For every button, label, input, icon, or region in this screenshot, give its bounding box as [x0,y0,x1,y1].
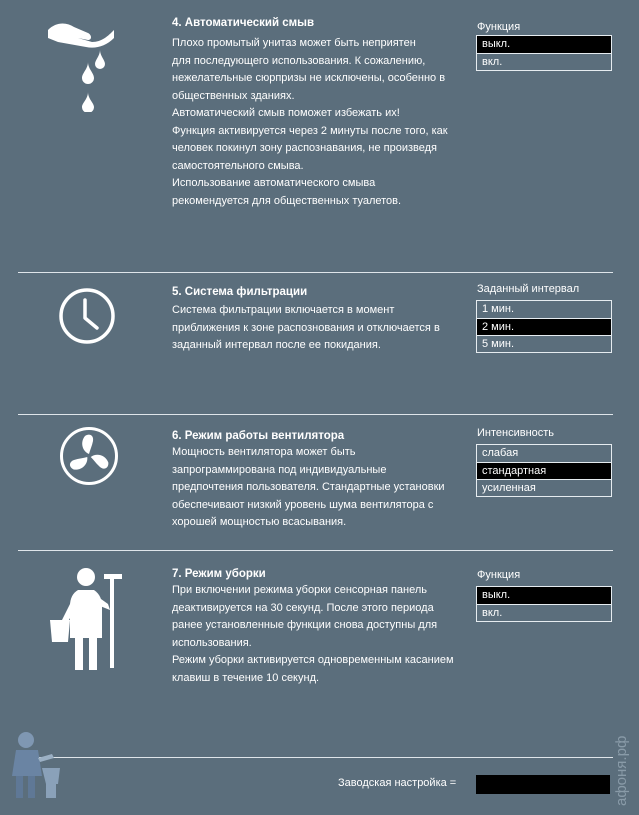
fan-icon [58,425,120,487]
option-list [476,586,612,622]
option-label: Функция [477,569,521,581]
watermark [612,702,632,810]
option-label: Интенсивность [477,427,555,439]
option-2-min[interactable]: 2 мин. [477,318,611,335]
factory-setting-indicator [476,775,610,794]
clock-icon [57,286,117,346]
section-title: 5. Система фильтрации [172,286,308,298]
section-title: 7. Режим уборки [172,568,266,580]
option-on[interactable]: вкл. [477,53,611,70]
option-on[interactable]: вкл. [477,604,611,621]
option-list [476,300,612,353]
option-standard[interactable]: стандартная [477,462,611,479]
plumber-logo-icon [8,728,64,809]
option-list [476,35,612,71]
section-description: Мощность вентилятора может быть запрограммирована под индивидуальные предпочтения пользователя. Стандартные установки обеспечивают низкий уровень шума вентилятора с хорошей мощностью всасывания. [172,446,445,528]
divider [18,757,613,758]
option-1-min[interactable]: 1 мин. [482,303,515,315]
section-description: Система фильтрации включается в момент приближения к зоне распознования и отключается в заданный интервал после ее покидания. [172,304,440,351]
section-description: Плохо промытый унитаз может быть неприятен для последующего использования. К сожалению, нежелательные сюрпризы не исключены, особенно в общественных зданиях. Автоматический смыв поможет избежать их! Функция активируется через 2 минуты после того, как человек покинул зону распознавания, не произведя самостоятельного смыва. Использование автоматического смыва рекомендуется для общественных туалетов. [172,37,448,207]
option-off[interactable]: выкл. [477,36,611,53]
section-description: При включении режима уборки сенсорная панель деактивируется на 30 секунд. После этого периода ранее установленные функции снова доступны для использования. Режим уборки активируется одновременным касанием клавиш в течение 10 секунд. [172,584,454,684]
option-low[interactable]: слабая [482,447,519,459]
option-5-min[interactable]: 5 мин. [477,335,611,352]
option-off[interactable]: выкл. [477,587,611,604]
watermark-text: афоня.рф [613,735,630,806]
divider [18,414,613,415]
divider [18,550,613,551]
section-title: 6. Режим работы вентилятора [172,430,345,442]
option-high[interactable]: усиленная [477,479,611,496]
option-list [476,444,612,497]
hand-drops-icon [44,16,116,112]
factory-setting-label: Заводская настройка = [338,777,457,789]
section-title: 4. Автоматический смыв [172,17,315,29]
cleaner-icon [48,566,128,672]
option-label: Заданный интервал [477,283,580,295]
divider [18,272,613,273]
option-label: Функция [477,21,521,33]
